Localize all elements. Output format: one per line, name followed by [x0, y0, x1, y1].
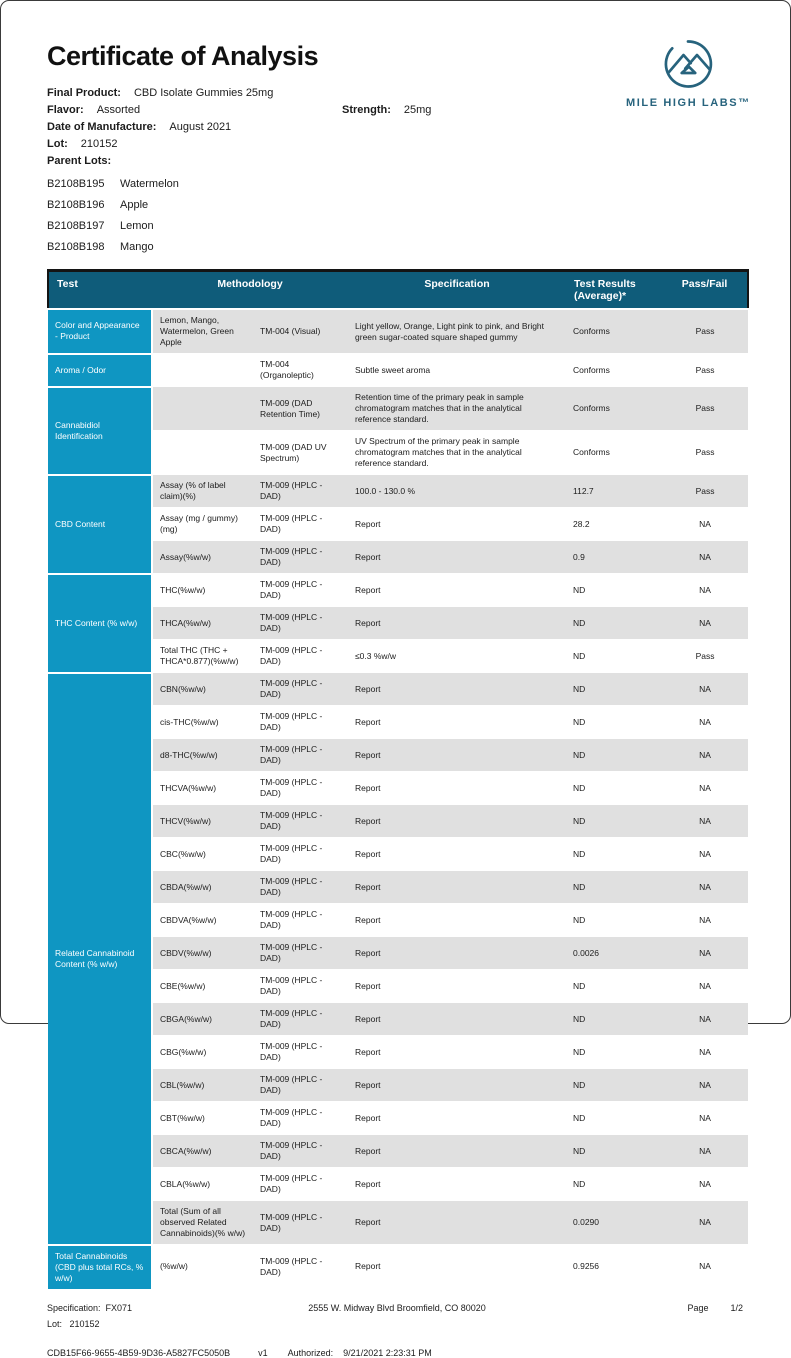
result-cell: 112.7: [566, 475, 662, 508]
header-methodology: Methodology: [152, 271, 348, 310]
table-body: [48, 309, 748, 1289]
test-name-cell: CBDVA(%w/w): [152, 904, 253, 937]
test-name-cell: CBC(%w/w): [152, 838, 253, 871]
result-cell: ND: [566, 739, 662, 772]
table-row: [48, 508, 748, 541]
table-row: [48, 1168, 748, 1201]
specification-cell: Report: [348, 805, 566, 838]
parent-lots-header-row: [47, 154, 745, 169]
footer-lot-value: 210152: [69, 1318, 100, 1329]
test-group-cell: Aroma / Odor: [48, 354, 152, 387]
specification-cell: Report: [348, 970, 566, 1003]
page-footer: [47, 1302, 747, 1331]
specification-cell: UV Spectrum of the primary peak in sample chromatogram matches that in the analytical reference standard.: [348, 431, 566, 475]
specification-cell: 100.0 - 130.0 %: [348, 475, 566, 508]
result-cell: ND: [566, 805, 662, 838]
passfail-cell: Pass: [662, 431, 748, 475]
result-cell: 0.9: [566, 541, 662, 574]
footer-lot-label: Lot:: [47, 1318, 63, 1329]
table-row: [48, 1102, 748, 1135]
result-cell: ND: [566, 1069, 662, 1102]
test-name-cell: CBCA(%w/w): [152, 1135, 253, 1168]
page-title: Certificate of Analysis: [47, 41, 319, 71]
header-test-results: Test Results (Average)*: [566, 271, 662, 310]
parent-lot-flavor: Apple: [120, 199, 149, 211]
table-row: [48, 475, 748, 508]
table-row: [48, 640, 748, 673]
result-cell: ND: [566, 1135, 662, 1168]
lot-label: Lot:: [47, 138, 68, 150]
brand-name: MILE HIGH LABS™: [626, 97, 751, 109]
table-row: [48, 431, 748, 475]
specification-cell: Report: [348, 871, 566, 904]
result-cell: ND: [566, 574, 662, 607]
date-of-manufacture-label: Date of Manufacture:: [47, 121, 157, 133]
footer-address: 2555 W. Midway Blvd Broomfield, CO 80020: [308, 1302, 486, 1313]
methodology-cell: TM-009 (HPLC - DAD): [253, 838, 348, 871]
methodology-cell: TM-009 (HPLC - DAD): [253, 541, 348, 574]
final-product-label: Final Product:: [47, 87, 121, 99]
passfail-cell: Pass: [662, 640, 748, 673]
result-cell: 0.0290: [566, 1201, 662, 1245]
table-row: [48, 1036, 748, 1069]
specification-cell: Report: [348, 739, 566, 772]
test-group-cell: Cannabidiol Identification: [48, 387, 152, 475]
test-group-cell: Total Cannabinoids (CBD plus total RCs, % w/w): [48, 1245, 152, 1290]
specification-cell: Report: [348, 706, 566, 739]
table-row: [48, 706, 748, 739]
test-name-cell: Assay (mg / gummy)(mg): [152, 508, 253, 541]
parent-lot-flavor: Lemon: [120, 220, 154, 232]
test-name-cell: [152, 354, 253, 387]
result-cell: ND: [566, 970, 662, 1003]
result-cell: ND: [566, 1168, 662, 1201]
result-cell: Conforms: [566, 431, 662, 475]
passfail-cell: NA: [662, 1069, 748, 1102]
product-info-block: [47, 86, 745, 169]
header-test: Test: [48, 271, 152, 310]
methodology-cell: TM-009 (HPLC - DAD): [253, 1135, 348, 1168]
result-cell: ND: [566, 1003, 662, 1036]
table-row: [48, 904, 748, 937]
footer-specification-label: Specification:: [47, 1302, 101, 1313]
methodology-cell: TM-009 (HPLC - DAD): [253, 1168, 348, 1201]
test-name-cell: d8-THC(%w/w): [152, 739, 253, 772]
result-cell: ND: [566, 640, 662, 673]
passfail-cell: NA: [662, 970, 748, 1003]
parent-lot-flavor: Watermelon: [120, 178, 179, 190]
methodology-cell: TM-009 (HPLC - DAD): [253, 1036, 348, 1069]
passfail-cell: NA: [662, 574, 748, 607]
footer-page-number: 1/2: [730, 1302, 743, 1313]
authorized-label: Authorized:: [287, 1347, 334, 1358]
passfail-cell: NA: [662, 706, 748, 739]
date-of-manufacture-value: August 2021: [169, 121, 232, 133]
parent-lot-code: B2108B195: [47, 178, 105, 190]
parent-lot-code: B2108B197: [47, 220, 105, 232]
test-name-cell: CBDV(%w/w): [152, 937, 253, 970]
result-cell: ND: [566, 673, 662, 706]
table-row: [48, 805, 748, 838]
table-row: [48, 1003, 748, 1036]
specification-cell: Report: [348, 1245, 566, 1290]
methodology-cell: TM-009 (HPLC - DAD): [253, 1201, 348, 1245]
document-id: CDB15F66-9655-4B59-9D36-A5827FC5050B: [47, 1347, 231, 1358]
parent-lot-row: [47, 178, 745, 190]
result-cell: ND: [566, 838, 662, 871]
parent-lot-code: B2108B196: [47, 199, 105, 211]
specification-cell: Report: [348, 541, 566, 574]
passfail-cell: NA: [662, 1135, 748, 1168]
table-row: [48, 871, 748, 904]
test-name-cell: Assay(%w/w): [152, 541, 253, 574]
table-row: [48, 1201, 748, 1245]
passfail-cell: Pass: [662, 387, 748, 431]
test-name-cell: THCV(%w/w): [152, 805, 253, 838]
table-row: [48, 937, 748, 970]
parent-lots-list: [47, 178, 745, 253]
result-cell: Conforms: [566, 387, 662, 431]
strength-label: Strength:: [342, 104, 391, 116]
specification-cell: Report: [348, 1102, 566, 1135]
methodology-cell: TM-009 (HPLC - DAD): [253, 1069, 348, 1102]
specification-cell: Report: [348, 673, 566, 706]
specification-cell: Report: [348, 1168, 566, 1201]
authorized-datetime: 9/21/2021 2:23:31 PM: [343, 1347, 432, 1358]
passfail-cell: NA: [662, 1036, 748, 1069]
table-row: [48, 1135, 748, 1168]
specification-cell: Report: [348, 904, 566, 937]
methodology-cell: TM-009 (HPLC - DAD): [253, 1245, 348, 1290]
specification-cell: Report: [348, 607, 566, 640]
methodology-cell: TM-009 (HPLC - DAD): [253, 871, 348, 904]
result-cell: Conforms: [566, 354, 662, 387]
test-name-cell: THC(%w/w): [152, 574, 253, 607]
final-product-value: CBD Isolate Gummies 25mg: [133, 87, 274, 99]
methodology-cell: TM-009 (HPLC - DAD): [253, 772, 348, 805]
specification-cell: Report: [348, 772, 566, 805]
passfail-cell: NA: [662, 805, 748, 838]
passfail-cell: NA: [662, 607, 748, 640]
strength-row: [342, 103, 431, 118]
table-row: [48, 574, 748, 607]
document-id-line: [47, 1348, 745, 1358]
test-name-cell: cis-THC(%w/w): [152, 706, 253, 739]
passfail-cell: NA: [662, 772, 748, 805]
parent-lot-code: B2108B198: [47, 241, 105, 253]
test-name-cell: [152, 387, 253, 431]
test-name-cell: CBT(%w/w): [152, 1102, 253, 1135]
passfail-cell: Pass: [662, 354, 748, 387]
passfail-cell: NA: [662, 1102, 748, 1135]
passfail-cell: Pass: [662, 309, 748, 354]
passfail-cell: NA: [662, 739, 748, 772]
result-cell: 28.2: [566, 508, 662, 541]
passfail-cell: NA: [662, 838, 748, 871]
test-name-cell: CBN(%w/w): [152, 673, 253, 706]
methodology-cell: TM-009 (HPLC - DAD): [253, 640, 348, 673]
methodology-cell: TM-009 (HPLC - DAD): [253, 739, 348, 772]
table-row: [48, 354, 748, 387]
methodology-cell: TM-009 (HPLC - DAD): [253, 607, 348, 640]
methodology-cell: TM-009 (HPLC - DAD): [253, 706, 348, 739]
methodology-cell: TM-009 (HPLC - DAD): [253, 673, 348, 706]
passfail-cell: NA: [662, 1201, 748, 1245]
table-row: [48, 673, 748, 706]
passfail-cell: Pass: [662, 475, 748, 508]
specification-cell: Light yellow, Orange, Light pink to pink, and Bright green sugar-coated square shaped gummy: [348, 309, 566, 354]
mountain-circle-icon: [661, 37, 715, 91]
passfail-cell: NA: [662, 1003, 748, 1036]
test-name-cell: CBE(%w/w): [152, 970, 253, 1003]
test-name-cell: Total (Sum of all observed Related Cannabinoids)(% w/w): [152, 1201, 253, 1245]
passfail-cell: NA: [662, 1168, 748, 1201]
test-name-cell: THCA(%w/w): [152, 607, 253, 640]
parent-lots-label: Parent Lots:: [47, 155, 112, 167]
specification-cell: Report: [348, 1036, 566, 1069]
test-group-cell: Color and Appearance - Product: [48, 309, 152, 354]
table-row: [48, 838, 748, 871]
specification-cell: Subtle sweet aroma: [348, 354, 566, 387]
methodology-cell: TM-009 (HPLC - DAD): [253, 475, 348, 508]
methodology-cell: TM-009 (HPLC - DAD): [253, 1102, 348, 1135]
result-cell: Conforms: [566, 309, 662, 354]
footer-specification-value: FX071: [105, 1302, 133, 1313]
specification-cell: Report: [348, 1003, 566, 1036]
table-row: [48, 970, 748, 1003]
parent-lot-flavor: Mango: [120, 241, 154, 253]
parent-lot-row: [47, 241, 745, 253]
specification-cell: Report: [348, 1135, 566, 1168]
passfail-cell: NA: [662, 673, 748, 706]
methodology-cell: TM-009 (HPLC - DAD): [253, 970, 348, 1003]
table-row: [48, 1069, 748, 1102]
specification-cell: ≤0.3 %w/w: [348, 640, 566, 673]
test-name-cell: CBDA(%w/w): [152, 871, 253, 904]
specification-cell: Report: [348, 937, 566, 970]
table-row: [48, 387, 748, 431]
methodology-cell: TM-009 (HPLC - DAD): [253, 904, 348, 937]
test-group-cell: Related Cannabinoid Content (% w/w): [48, 673, 152, 1245]
specification-cell: Report: [348, 1201, 566, 1245]
flavor-label: Flavor:: [47, 104, 84, 116]
test-name-cell: Assay (% of label claim)(%): [152, 475, 253, 508]
result-cell: ND: [566, 1102, 662, 1135]
passfail-cell: NA: [662, 904, 748, 937]
passfail-cell: NA: [662, 1245, 748, 1290]
coa-results-table: [47, 269, 749, 1290]
table-row: [48, 309, 748, 354]
methodology-cell: TM-009 (HPLC - DAD): [253, 937, 348, 970]
test-name-cell: (%w/w): [152, 1245, 253, 1290]
flavor-value: Assorted: [96, 104, 141, 116]
methodology-cell: TM-009 (DAD Retention Time): [253, 387, 348, 431]
footer-page: [687, 1302, 743, 1315]
passfail-cell: NA: [662, 541, 748, 574]
flavor-row: [47, 103, 745, 118]
result-cell: 0.0026: [566, 937, 662, 970]
test-group-cell: THC Content (% w/w): [48, 574, 152, 673]
table-row: [48, 772, 748, 805]
methodology-cell: TM-009 (HPLC - DAD): [253, 574, 348, 607]
table-row: [48, 739, 748, 772]
header-pass-fail: Pass/Fail: [662, 271, 748, 310]
specification-cell: Report: [348, 838, 566, 871]
specification-cell: Retention time of the primary peak in sample chromatogram matches that in the analytical reference standard.: [348, 387, 566, 431]
lot-row: [47, 137, 745, 152]
result-cell: ND: [566, 1036, 662, 1069]
table-row: [48, 1245, 748, 1290]
lot-value: 210152: [80, 138, 118, 150]
methodology-cell: TM-004 (Organoleptic): [253, 354, 348, 387]
parent-lot-row: [47, 199, 745, 211]
footer-page-label: Page: [687, 1302, 709, 1313]
test-group-cell: CBD Content: [48, 475, 152, 574]
methodology-cell: TM-009 (HPLC - DAD): [253, 1003, 348, 1036]
final-product-row: [47, 86, 745, 101]
passfail-cell: NA: [662, 937, 748, 970]
methodology-cell: TM-009 (DAD UV Spectrum): [253, 431, 348, 475]
specification-cell: Report: [348, 508, 566, 541]
methodology-cell: TM-009 (HPLC - DAD): [253, 508, 348, 541]
date-of-manufacture-row: [47, 120, 745, 135]
table-header-row: [48, 271, 748, 310]
result-cell: 0.9256: [566, 1245, 662, 1290]
document-version: v1: [258, 1347, 268, 1358]
specification-cell: Report: [348, 1069, 566, 1102]
test-name-cell: CBL(%w/w): [152, 1069, 253, 1102]
result-cell: ND: [566, 904, 662, 937]
test-name-cell: Total THC (THC + THCA*0.877)(%w/w): [152, 640, 253, 673]
strength-value: 25mg: [403, 104, 432, 116]
test-name-cell: [152, 431, 253, 475]
result-cell: ND: [566, 871, 662, 904]
passfail-cell: NA: [662, 508, 748, 541]
table-row: [48, 541, 748, 574]
test-name-cell: THCVA(%w/w): [152, 772, 253, 805]
header-specification: Specification: [348, 271, 566, 310]
result-cell: ND: [566, 607, 662, 640]
passfail-cell: NA: [662, 871, 748, 904]
methodology-cell: TM-004 (Visual): [253, 309, 348, 354]
table-row: [48, 607, 748, 640]
test-name-cell: CBG(%w/w): [152, 1036, 253, 1069]
test-name-cell: CBLA(%w/w): [152, 1168, 253, 1201]
parent-lot-row: [47, 220, 745, 232]
specification-cell: Report: [348, 574, 566, 607]
result-cell: ND: [566, 772, 662, 805]
methodology-cell: TM-009 (HPLC - DAD): [253, 805, 348, 838]
result-cell: ND: [566, 706, 662, 739]
test-name-cell: CBGA(%w/w): [152, 1003, 253, 1036]
test-name-cell: Lemon, Mango, Watermelon, Green Apple: [152, 309, 253, 354]
